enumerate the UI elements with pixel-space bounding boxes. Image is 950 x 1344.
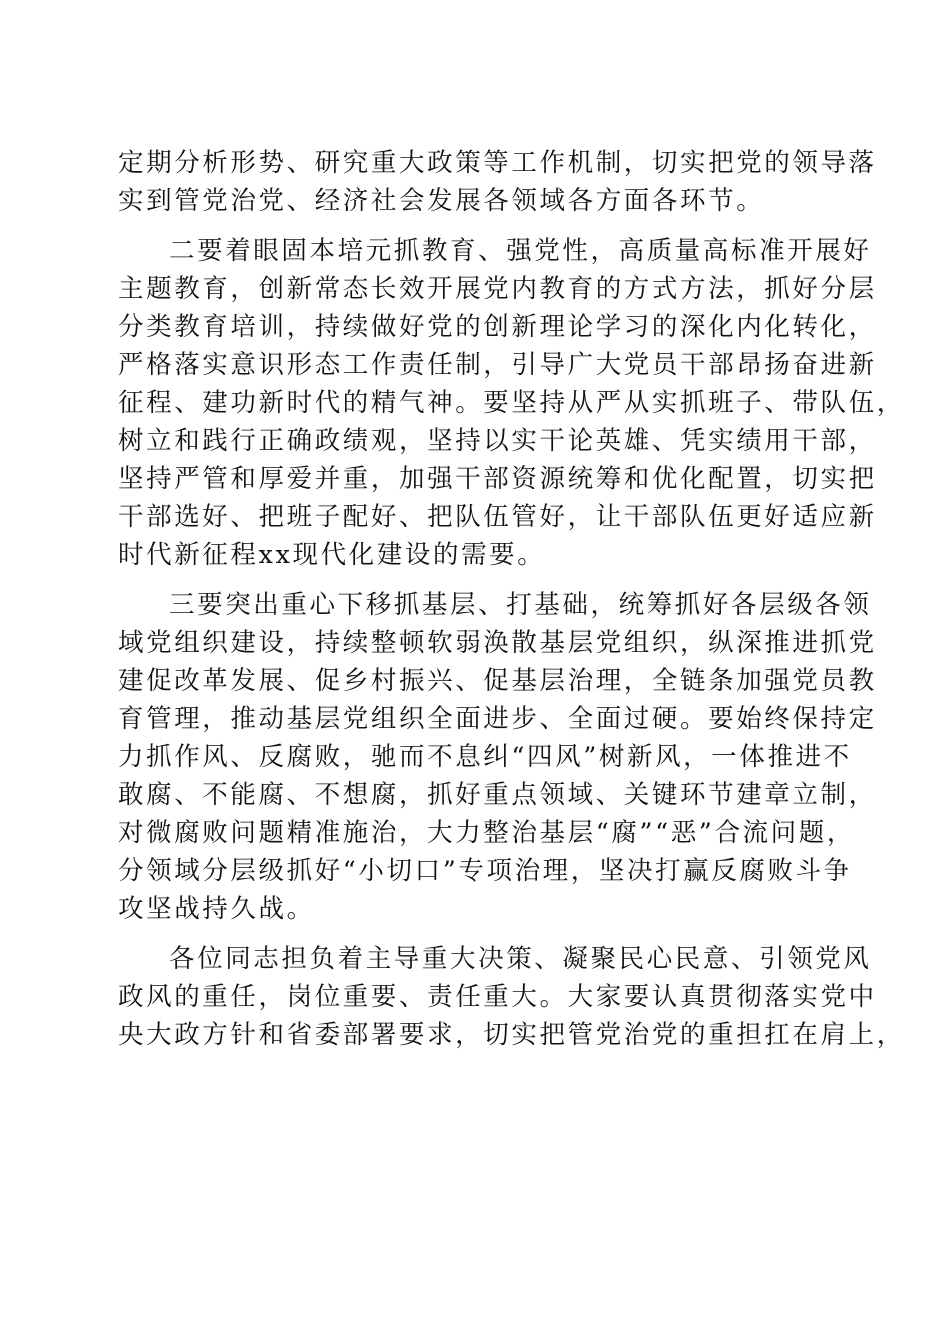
text-line: 力抓作风、反腐败，驰而不息纠“四风”树新风，一体推进不 (118, 742, 852, 772)
text-line: 干部选好、把班子配好、把队伍管好，让干部队伍更好适应新 (118, 502, 877, 532)
text-line: 分类教育培训，持续做好党的创新理论学习的深化内化转化， (118, 312, 877, 342)
text-line: 域党组织建设，持续整顿软弱涣散基层党组织，纵深推进抓党 (118, 628, 877, 658)
text-line: 坚持严管和厚爱并重，加强干部资源统筹和优化配置，切实把 (118, 464, 877, 494)
text-line: 对微腐败问题精准施治，大力整治基层“腐”“恶”合流问题， (118, 818, 855, 848)
text-line: 征程、建功新时代的精气神。要坚持从严从实抓班子、带队伍， (118, 388, 905, 418)
text-line: 时代新征程xx现代化建设的需要。 (118, 540, 546, 570)
text-line: 严格落实意识形态工作责任制，引导广大党员干部昂扬奋进新 (118, 350, 877, 380)
text-line: 定期分析形势、研究重大政策等工作机制，切实把党的领导落 (118, 148, 877, 178)
text-line: 树立和践行正确政绩观，坚持以实干论英雄、凭实绩用干部， (118, 426, 877, 456)
document-body (118, 144, 905, 1054)
text-line: 育管理，推动基层党组织全面进步、全面过硬。要始终保持定 (118, 704, 877, 734)
text-line: 主题教育，创新常态长效开展党内教育的方式方法，抓好分层 (118, 274, 877, 304)
paragraph-start-line: 三要突出重心下移抓基层、打基础，统筹抓好各层级各领 (169, 590, 872, 620)
text-line: 实到管党治党、经济社会发展各领域各方面各环节。 (118, 186, 765, 216)
text-line: 敢腐、不能腐、不想腐，抓好重点领域、关键环节建章立制， (118, 780, 877, 810)
text-line: 分领域分层级抓好“小切口”专项治理，坚决打赢反腐败斗争 (118, 856, 852, 886)
paragraph-start-line: 二要着眼固本培元抓教育、强党性，高质量高标准开展好 (169, 236, 872, 266)
text-line: 央大政方针和省委部署要求，切实把管党治党的重担扛在肩上， (118, 1020, 905, 1050)
text-line: 攻坚战持久战。 (118, 894, 315, 924)
text-line: 政风的重任，岗位重要、责任重大。大家要认真贯彻落实党中 (118, 982, 877, 1012)
text-line: 建促改革发展、促乡村振兴、促基层治理，全链条加强党员教 (118, 666, 877, 696)
paragraph-start-line: 各位同志担负着主导重大决策、凝聚民心民意、引领党风 (169, 944, 872, 974)
